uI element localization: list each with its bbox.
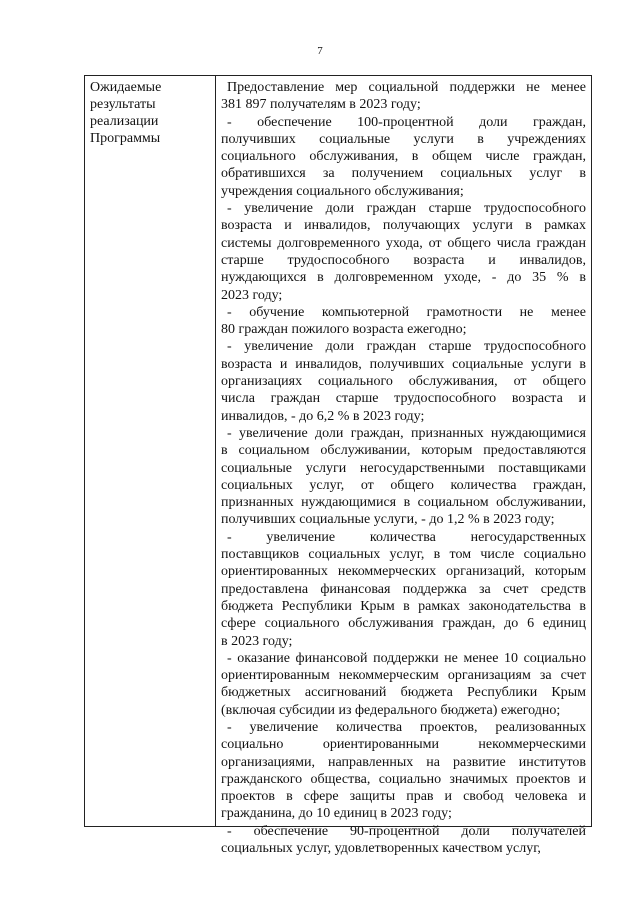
- result-line: бюджетных ассигнований бюджета Республики Крым: [221, 685, 586, 701]
- result-line: - увеличение количества проектов, реализованных: [227, 719, 586, 735]
- result-line: старше трудоспособного возраста и инвалидов,: [221, 252, 586, 268]
- result-line: в социальном обслуживании, которым предоставляются: [221, 443, 586, 459]
- result-paragraph: [221, 823, 586, 858]
- result-paragraph: [221, 114, 586, 200]
- result-line: (включая субсидии из федерального бюджета) ежегодно;: [221, 702, 561, 718]
- result-line: социально ориентированными некоммерческими: [221, 737, 586, 753]
- row-label-line: реализации: [90, 114, 159, 129]
- result-line: возраста и инвалидов, получивших социальные услуги в: [221, 356, 586, 372]
- result-line: числа граждан старше трудоспособного возраста и: [221, 391, 586, 407]
- result-paragraph: [221, 304, 586, 339]
- result-paragraph: [221, 79, 586, 114]
- result-line: 80 граждан пожилого возраста ежегодно;: [221, 322, 467, 338]
- result-line: организациями, направленных на развитие институтов: [221, 754, 586, 770]
- result-line: учреждения социального обслуживания;: [221, 183, 464, 199]
- result-line: гражданского общества, социально значимых проектов и: [221, 771, 586, 787]
- result-line: социальных услуг, от общего количества граждан,: [221, 477, 586, 493]
- result-line: проектов в сфере защиты прав и свобод человека и: [221, 789, 586, 805]
- row-label-line: результаты: [90, 97, 156, 112]
- row-label-line: Ожидаемые: [90, 80, 162, 95]
- result-line: бюджета Республики Крым в рамках законодательства в: [221, 598, 586, 614]
- program-table: [84, 75, 592, 857]
- result-line: ориентированных некоммерческих организаций, которым: [221, 564, 586, 580]
- result-line: возраста и инвалидов, получающих услуги в рамках: [221, 218, 586, 234]
- result-line: обратившихся за получением социальных услуг в: [221, 166, 586, 182]
- result-paragraph: [221, 529, 586, 650]
- result-line: - обучение компьютерной грамотности не менее: [227, 304, 586, 320]
- result-line: - увеличение количества негосударственных: [227, 529, 586, 545]
- result-line: инвалидов, - до 6,2 % в 2023 году;: [221, 408, 425, 424]
- result-line: социальные услуги негосударственными поставщиками: [221, 460, 586, 476]
- result-line: социального обслуживания, в общем числе граждан,: [221, 149, 586, 165]
- result-line: сфере социального обслуживания граждан, до 6 единиц: [221, 616, 586, 632]
- result-line: получивших социальные услуги, - до 1,2 % в 2023 году;: [221, 512, 555, 528]
- result-line: - оказание финансовой поддержки не менее 10 социально: [227, 650, 586, 666]
- result-line: - обеспечение 100-процентной доли граждан,: [227, 114, 586, 130]
- result-paragraph: [221, 200, 586, 304]
- result-line: получивших социальные услуги в учреждениях: [221, 131, 586, 147]
- result-paragraph: [221, 425, 586, 529]
- result-line: - увеличение доли граждан старше трудоспособного: [227, 339, 586, 355]
- page-number: 7: [317, 45, 323, 57]
- row-label-cell: [85, 76, 216, 826]
- result-line: организациях социального обслуживания, от общего: [221, 374, 586, 390]
- result-line: социальных услуг, удовлетворенных качеством услуг,: [221, 841, 541, 857]
- result-line: - обеспечение 90-процентной доли получателей: [227, 823, 586, 839]
- result-line: 381 897 получателям в 2023 году;: [221, 97, 421, 113]
- result-line: в 2023 году;: [221, 633, 293, 649]
- result-paragraph: [221, 338, 586, 424]
- result-line: признанных нуждающимися в социальном обслуживании,: [221, 495, 586, 511]
- result-line: системы долговременного ухода, от общего числа граждан: [221, 235, 586, 251]
- result-line: предоставлена финансовая поддержка за счет средств: [221, 581, 586, 597]
- result-line: ориентированным некоммерческим организациям за счет: [221, 668, 586, 684]
- result-line: нуждающихся в долговременном уходе, - до 35 % в: [221, 270, 586, 286]
- result-line: поставщиков социальных услуг, в том числе социально: [221, 547, 586, 563]
- result-paragraph: [221, 719, 586, 823]
- result-paragraph: [221, 650, 586, 719]
- result-line: гражданина, до 10 единиц в 2023 году;: [221, 806, 452, 822]
- row-label-line: Программы: [90, 131, 161, 146]
- result-line: Предоставление мер социальной поддержки не менее: [227, 80, 586, 95]
- result-line: - увеличение доли граждан старше трудоспособного: [227, 201, 586, 217]
- expected-results-cell: [216, 76, 591, 857]
- result-line: 2023 году;: [221, 287, 283, 303]
- result-line: - увеличение доли граждан, признанных нуждающимися: [227, 425, 586, 441]
